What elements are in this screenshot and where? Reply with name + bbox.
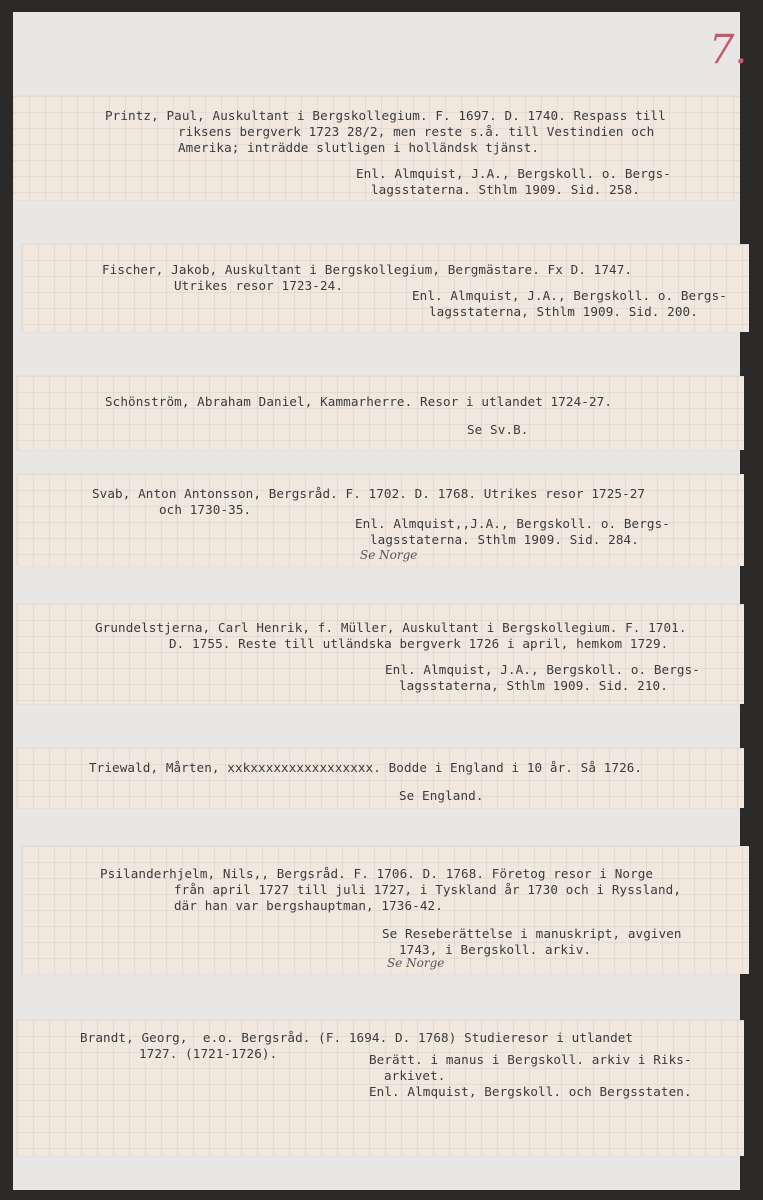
card-reference: Berätt. i manus i Bergskoll. arkiv i Riks- [369,1052,692,1067]
card-line: Grundelstjerna, Carl Henrik, f. Müller, Auskultant i Bergskollegium. F. 1701. [95,620,687,635]
card-reference: Enl. Almquist, Bergskoll. och Bergsstaten. [369,1084,692,1099]
card-line: 1727. (1721-1726). [139,1046,278,1061]
card-line: Brandt, Georg, e.o. Bergsråd. (F. 1694. D. 1768) Studieresor i utlandet [80,1030,634,1045]
handwritten-note: Se Norge [360,548,418,562]
index-card-grundelstjerna [17,604,744,704]
card-line: från april 1727 till juli 1727, i Tyskland år 1730 och i Ryssland, [174,882,682,897]
card-line: där han var bergshauptman, 1736-42. [174,898,443,913]
card-reference: Enl. Almquist, J.A., Bergskoll. o. Bergs- [385,662,700,677]
card-reference: lagsstaterna. Sthlm 1909. Sid. 284. [370,532,639,547]
index-card-fischer [22,244,749,332]
index-card-psilanderhjelm [22,846,749,974]
card-line: Psilanderhjelm, Nils,, Bergsråd. F. 1706. D. 1768. Företog resor i Norge [100,866,654,881]
card-reference: Se Reseberättelse i manuskript, avgiven [382,926,682,941]
card-reference: lagsstaterna, Sthlm 1909. Sid. 200. [429,304,698,319]
card-reference: Enl. Almquist, J.A., Bergskoll. o. Bergs- [412,288,727,303]
card-reference: Enl. Almquist, J.A., Bergskoll. o. Bergs- [356,166,671,181]
card-line: D. 1755. Reste till utländska bergverk 1726 i april, hemkom 1729. [169,636,669,651]
card-reference: lagsstaterna. Sthlm 1909. Sid. 258. [371,182,640,197]
handwritten-note: Se Norge [387,956,445,970]
card-reference: Se Sv.B. [467,422,529,437]
card-line: Amerika; inträdde slutligen i holländsk tjänst. [178,140,540,155]
card-line: Schönström, Abraham Daniel, Kammarherre. Resor i utlandet 1724-27. [105,394,613,409]
card-line: Triewald, Mårten, xxkxxxxxxxxxxxxxxxx. Bodde i England i 10 år. Så 1726. [89,760,643,775]
index-card-schonstrom [17,376,744,450]
card-line: Utrikes resor 1723-24. [174,278,344,293]
index-card-brandt [17,1020,744,1156]
card-line: riksens bergverk 1723 28/2, men reste s.å. till Vestindien och [178,124,655,139]
card-reference: arkivet. [384,1068,446,1083]
page-number: 7. [709,27,748,73]
card-reference: 1743, i Bergskoll. arkiv. [399,942,592,957]
card-line: Fischer, Jakob, Auskultant i Bergskollegium, Bergmästare. Fx D. 1747. [102,262,633,277]
index-card-triewald [17,748,744,808]
index-card-svab [17,474,744,566]
card-reference: Se England. [399,788,484,803]
card-reference: lagsstaterna, Sthlm 1909. Sid. 210. [399,678,668,693]
index-card-printz [13,96,740,200]
card-line: och 1730-35. [159,502,252,517]
card-line: Printz, Paul, Auskultant i Bergskollegium. F. 1697. D. 1740. Respass till [105,108,666,123]
card-line: Svab, Anton Antonsson, Bergsråd. F. 1702. D. 1768. Utrikes resor 1725-27 [92,486,646,501]
card-reference: Enl. Almquist,,J.A., Bergskoll. o. Bergs- [355,516,670,531]
